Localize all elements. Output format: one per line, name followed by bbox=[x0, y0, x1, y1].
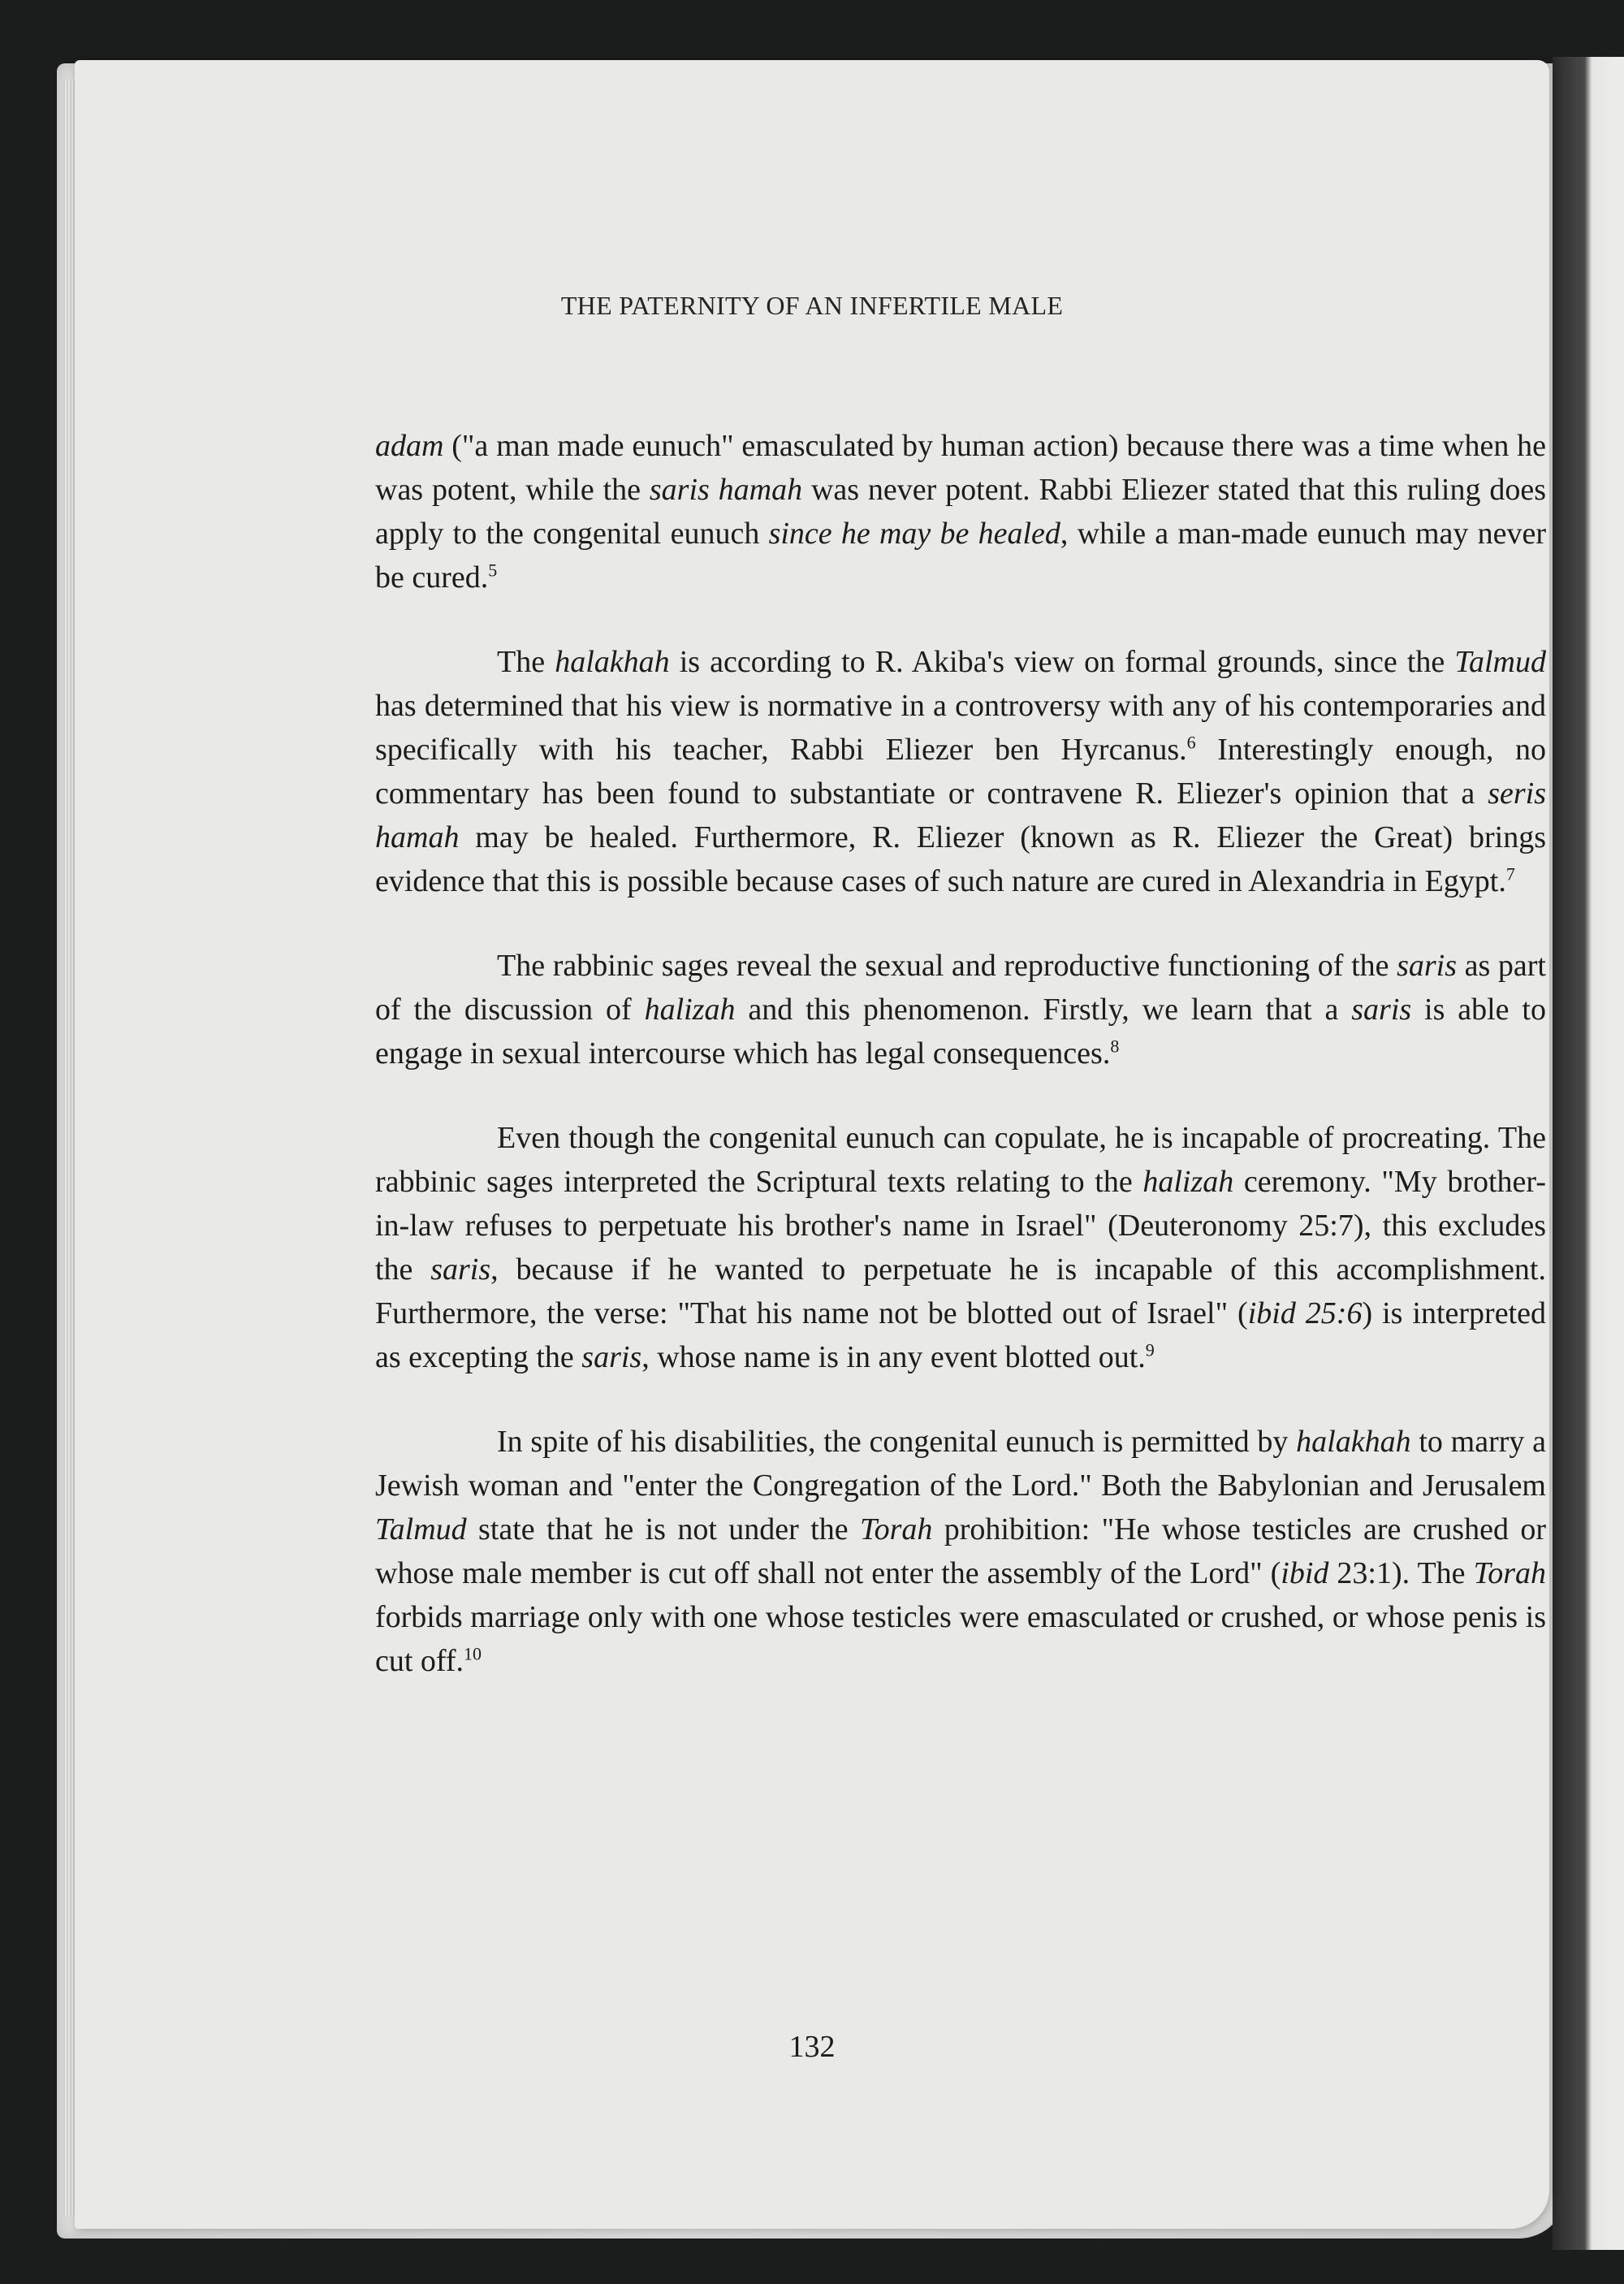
italic-term: saris bbox=[1397, 949, 1458, 983]
footnote-ref: 7 bbox=[1505, 863, 1515, 885]
text-run: may be healed. Furthermore, R. Eliezer (known as R. Eliezer the Great) brings evidence that this is possible because cases of such nature are cured in Alexandria in Egypt. bbox=[375, 820, 1546, 898]
italic-term: saris hamah bbox=[649, 473, 803, 507]
text-run: The bbox=[497, 645, 555, 679]
text-run: 23:1). The bbox=[1328, 1556, 1474, 1590]
text-run: is according to R. Akiba's view on formal grounds, since the bbox=[669, 645, 1455, 679]
italic-term: Talmud bbox=[1454, 645, 1546, 679]
text-run: state that he is not under the bbox=[466, 1512, 860, 1546]
italic-term: saris bbox=[581, 1340, 642, 1374]
footnote-ref: 5 bbox=[488, 560, 498, 581]
running-head: THE PATERNITY OF AN INFERTILE MALE bbox=[560, 291, 1064, 320]
italic-term: halakhah bbox=[555, 645, 670, 679]
paragraph bbox=[375, 424, 1546, 599]
italic-term: halizah bbox=[644, 993, 736, 1027]
italic-term: adam bbox=[375, 429, 444, 463]
italic-term: Torah bbox=[859, 1512, 933, 1546]
text-run: prohibition: "He whose testicles are crushed or whose male member is cut off shall not enter the assembly of the Lord" ( bbox=[375, 1512, 1546, 1590]
text-run: and this phenomenon. Firstly, we learn that a bbox=[735, 993, 1352, 1027]
italic-term: Torah bbox=[1473, 1556, 1546, 1590]
italic-term: halakhah bbox=[1296, 1425, 1411, 1459]
text-run: , whose name is in any event blotted out. bbox=[641, 1340, 1146, 1374]
text-run: Interestingly enough, no commentary has been found to substantiate or contravene R. Eliezer's opinion that a bbox=[375, 733, 1546, 811]
italic-term: ibid bbox=[1281, 1556, 1329, 1590]
italic-term: saris bbox=[1351, 993, 1412, 1027]
text-run: to marry a Jewish woman and "enter the Congregation of the Lord." Both the Babylonian and Jerusalem bbox=[375, 1425, 1547, 1503]
text-run: has determined that his view is normative in a controversy with any of his contemporaries and specifically with his teacher, Rabbi Eliezer ben Hyrcanus. bbox=[375, 689, 1546, 767]
paragraph bbox=[375, 1420, 1546, 1683]
italic-term: saris bbox=[430, 1252, 491, 1287]
text-run: was never potent. Rabbi Eliezer stated that this ruling does apply to the congenital eunuch bbox=[375, 473, 1546, 551]
text-run: In spite of his disabilities, the congenital eunuch is permitted by bbox=[497, 1425, 1297, 1459]
text-run: ("a man made eunuch" emasculated by human action) because there was a time when he was potent, while the bbox=[375, 429, 1546, 507]
paragraph bbox=[375, 944, 1546, 1075]
italic-term: seris hamah bbox=[375, 776, 1546, 854]
italic-term: ibid 25:6 bbox=[1247, 1296, 1363, 1330]
text-run: , because if he wanted to perpetuate he is incapable of this accomplishment. Furthermore, the verse: "That his name not be blotted out of Israel" ( bbox=[375, 1252, 1546, 1330]
body-text bbox=[375, 424, 1546, 1724]
footnote-ref: 8 bbox=[1110, 1036, 1120, 1057]
paragraph bbox=[375, 640, 1546, 903]
italic-term: Talmud bbox=[375, 1512, 467, 1546]
footnote-ref: 10 bbox=[464, 1643, 482, 1664]
page-number: 132 bbox=[788, 2030, 836, 2064]
text-run: ceremony. "My brother-in-law refuses to perpetuate his brother's name in Israel" (Deuteronomy 25:7), this excludes the bbox=[375, 1165, 1546, 1287]
italic-term: halizah bbox=[1142, 1165, 1234, 1199]
italic-term: since he may be healed bbox=[768, 517, 1060, 551]
text-run: is able to engage in sexual intercourse which has legal consequences. bbox=[375, 993, 1546, 1071]
footnote-ref: 9 bbox=[1145, 1339, 1155, 1360]
text-run: forbids marriage only with one whose testicles were emasculated or crushed, or whose penis is cut off. bbox=[375, 1600, 1546, 1678]
text-run: ) is interpreted as excepting the bbox=[375, 1296, 1546, 1374]
text-run: The rabbinic sages reveal the sexual and reproductive functioning of the bbox=[497, 949, 1397, 983]
footnote-ref: 6 bbox=[1186, 732, 1196, 753]
text-run: as part of the discussion of bbox=[375, 949, 1546, 1027]
facing-page-edge bbox=[1553, 57, 1624, 2250]
text-run: Even though the congenital eunuch can copulate, he is incapable of procreating. The rabbinic sages interpreted the Scriptural texts relating to the bbox=[375, 1121, 1546, 1199]
paragraph bbox=[375, 1116, 1546, 1379]
book-page bbox=[75, 60, 1549, 2229]
text-run: , while a man-made eunuch may never be cured. bbox=[375, 517, 1546, 595]
